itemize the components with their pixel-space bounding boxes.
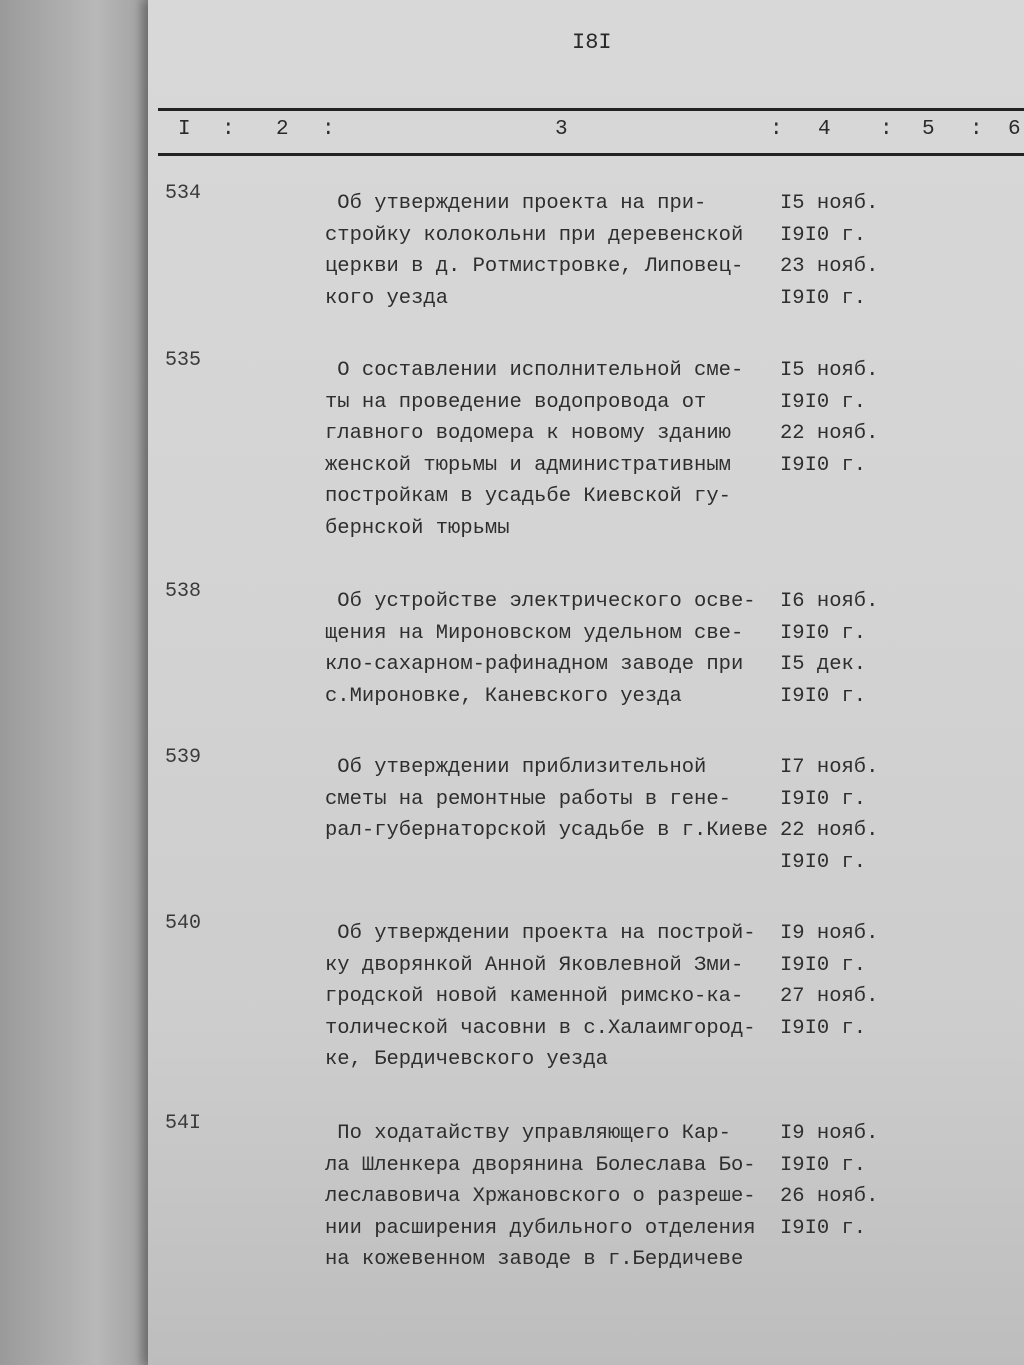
date-line: I9I0 г. xyxy=(780,390,867,414)
header-top-rule xyxy=(158,108,1024,111)
date-line: I9 нояб. xyxy=(780,922,879,945)
description-line: Об утверждении проекта на построй- xyxy=(325,922,756,945)
entry-number: 535 xyxy=(165,349,202,372)
page-number: I8I xyxy=(572,30,612,55)
date-line: I9I0 г. xyxy=(780,286,867,310)
entry-dates xyxy=(780,1118,878,1244)
date-line: 22 нояб. xyxy=(780,819,879,842)
column-header-4: 4 xyxy=(818,118,831,141)
description-line: Об устройстве электрического осве- xyxy=(325,590,756,613)
description-line: гродской новой каменной римско-ка- xyxy=(325,985,744,1008)
description-line: нии расширения дубильного отделения xyxy=(325,1216,756,1240)
description-line: женской тюрьмы и административным xyxy=(325,453,731,477)
entry-description xyxy=(325,1118,756,1276)
date-line: I9I0 г. xyxy=(780,684,867,708)
date-line: I9I0 г. xyxy=(780,787,867,811)
date-line: I9I0 г. xyxy=(780,1216,867,1240)
column-separator: : xyxy=(222,118,235,141)
entry-dates xyxy=(780,188,878,314)
previous-page-edge xyxy=(0,0,160,1365)
date-line: I9I0 г. xyxy=(780,850,867,874)
date-line: I5 нояб. xyxy=(780,192,879,215)
date-line: I9I0 г. xyxy=(780,1153,867,1177)
date-line: I6 нояб. xyxy=(780,590,879,613)
description-line: постройкам в усадьбе Киевской гу- xyxy=(325,485,731,508)
description-line: щения на Мироновском удельном све- xyxy=(325,621,744,645)
description-line: кого уезда xyxy=(325,286,449,310)
column-separator: : xyxy=(770,118,783,141)
column-header-3: 3 xyxy=(555,118,568,141)
description-line: бернской тюрьмы xyxy=(325,516,510,540)
column-separator: : xyxy=(880,118,893,141)
column-header-2: 2 xyxy=(276,118,289,141)
date-line: I5 дек. xyxy=(780,653,867,676)
entry-dates xyxy=(780,918,878,1044)
description-line: О составлении исполнительной сме- xyxy=(325,359,744,382)
description-line: ты на проведение водопровода от xyxy=(325,390,707,414)
description-line: Об утверждении приблизительной xyxy=(325,756,707,779)
description-line: кло-сахарном-рафинадном заводе при xyxy=(325,653,744,676)
entry-number: 539 xyxy=(165,746,202,769)
column-separator: : xyxy=(970,118,983,141)
description-line: ку дворянкой Анной Яковлевной Зми- xyxy=(325,953,744,977)
column-separator: : xyxy=(322,118,335,141)
date-line: I9I0 г. xyxy=(780,223,867,247)
description-line: ла Шленкера дворянина Болеслава Бо- xyxy=(325,1153,756,1177)
entry-dates xyxy=(780,586,878,712)
date-line: 23 нояб. xyxy=(780,255,879,278)
header-bottom-rule xyxy=(158,153,1024,156)
entry-number: 54I xyxy=(165,1112,202,1135)
entry-description xyxy=(325,918,756,1076)
entry-number: 540 xyxy=(165,912,202,935)
entry-description xyxy=(325,355,743,544)
entry-number: 538 xyxy=(165,580,202,603)
description-line: ке, Бердичевского уезда xyxy=(325,1048,608,1071)
date-line: I9I0 г. xyxy=(780,621,867,645)
description-line: на кожевенном заводе в г.Бердичеве xyxy=(325,1248,744,1271)
column-header-1: I xyxy=(178,118,191,141)
date-line: 26 нояб. xyxy=(780,1185,879,1208)
entry-description xyxy=(325,188,743,314)
description-line: главного водомера к новому зданию xyxy=(325,422,731,445)
entry-dates xyxy=(780,752,878,878)
date-line: I9I0 г. xyxy=(780,453,867,477)
description-line: толической часовни в с.Халаимгород- xyxy=(325,1016,756,1040)
date-line: I7 нояб. xyxy=(780,756,879,779)
date-line: I9I0 г. xyxy=(780,953,867,977)
column-header-6: 6 xyxy=(1008,118,1021,141)
description-line: стройку колокольни при деревенской xyxy=(325,223,744,247)
description-line: По ходатайству управляющего Кар- xyxy=(325,1122,731,1145)
date-line: 22 нояб. xyxy=(780,422,879,445)
description-line: рал-губернаторской усадьбе в г.Киеве xyxy=(325,819,768,842)
description-line: церкви в д. Ротмистровке, Липовец- xyxy=(325,255,744,278)
date-line: 27 нояб. xyxy=(780,985,879,1008)
entry-number: 534 xyxy=(165,182,202,205)
date-line: I9I0 г. xyxy=(780,1016,867,1040)
entry-description xyxy=(325,586,756,712)
entry-description xyxy=(325,752,768,847)
date-line: I5 нояб. xyxy=(780,359,879,382)
entry-dates xyxy=(780,355,878,481)
description-line: с.Мироновке, Каневского уезда xyxy=(325,684,682,708)
description-line: Об утверждении проекта на при- xyxy=(325,192,707,215)
date-line: I9 нояб. xyxy=(780,1122,879,1145)
description-line: сметы на ремонтные работы в гене- xyxy=(325,787,731,811)
description-line: леславовича Хржановского о разреше- xyxy=(325,1185,756,1208)
column-header-5: 5 xyxy=(922,118,935,141)
